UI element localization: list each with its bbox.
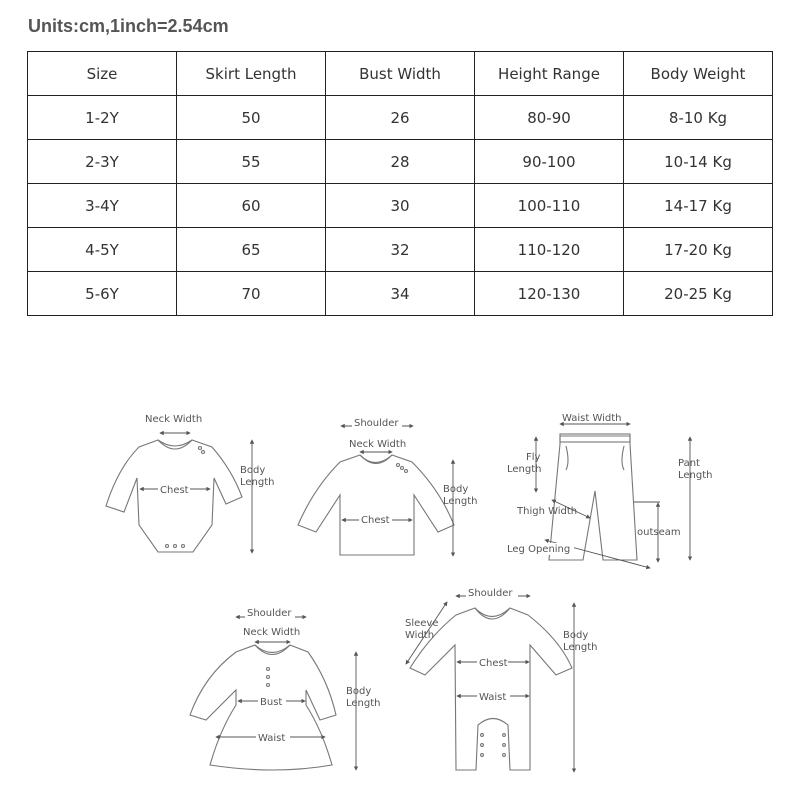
cell-size: 3-4Y [28,184,177,228]
top-outline [298,455,454,555]
dress-diagram [190,608,381,770]
label-neck-width: Neck Width [349,439,407,450]
header-size: Size [28,52,177,96]
cell-skirt-length: 50 [177,96,326,140]
label-waist: Waist [479,692,507,703]
bodysuit-collar [158,440,192,449]
cell-body-weight: 14-17 Kg [624,184,773,228]
measurement-diagrams [0,400,800,800]
label-sleeve-width-1: Sleeve [405,618,439,629]
size-chart-table [27,51,773,316]
cell-size: 5-6Y [28,272,177,316]
cell-body-weight: 10-14 Kg [624,140,773,184]
header-bust-width: Bust Width [326,52,475,96]
label-body-length-1: Body [443,484,469,495]
dress-collar [255,645,290,655]
cell-skirt-length: 65 [177,228,326,272]
cell-bust-width: 26 [326,96,475,140]
pants-outline [549,436,637,560]
label-chest: Chest [361,515,390,526]
cell-height-range: 120-130 [475,272,624,316]
table-row [28,184,773,228]
cell-body-weight: 8-10 Kg [624,96,773,140]
table-row [28,228,773,272]
cell-height-range: 90-100 [475,140,624,184]
label-fly-length-1: Fly [526,452,541,463]
cell-bust-width: 28 [326,140,475,184]
label-body-length-2: Length [443,496,478,507]
romper-collar [475,608,510,619]
label-sleeve-width-2: Width [405,630,435,641]
label-body-length-2: Length [346,698,381,709]
label-shoulder: Shoulder [354,418,399,429]
label-outseam: outseam [637,527,681,538]
units-note: Units:cm,1inch=2.54cm [28,16,229,36]
table-row [28,96,773,140]
label-pant-length-2: Length [678,470,713,481]
label-neck-width: Neck Width [145,414,203,425]
cell-skirt-length: 60 [177,184,326,228]
romper-outline [410,608,572,770]
label-body-length-1: Body [240,465,266,476]
cell-skirt-length: 70 [177,272,326,316]
header-body-weight: Body Weight [624,52,773,96]
label-waist: Waist [258,733,286,744]
label-body-length-1: Body [346,686,372,697]
label-shoulder: Shoulder [247,608,292,619]
cell-skirt-length: 55 [177,140,326,184]
label-fly-length-2: Length [507,464,542,475]
bodysuit-diagram [106,414,275,553]
romper-diagram [405,588,598,772]
pants-waistband [560,434,630,442]
pants-diagram [506,413,713,568]
cell-size: 2-3Y [28,140,177,184]
cell-bust-width: 30 [326,184,475,228]
label-pant-length-1: Pant [678,458,700,469]
cell-height-range: 100-110 [475,184,624,228]
cell-height-range: 110-120 [475,228,624,272]
cell-size: 4-5Y [28,228,177,272]
bodysuit-outline [106,440,242,552]
label-shoulder: Shoulder [468,588,513,599]
cell-size: 1-2Y [28,96,177,140]
label-body-length-1: Body [563,630,589,641]
label-thigh-width: Thigh Width [517,506,578,517]
cell-body-weight: 17-20 Kg [624,228,773,272]
label-body-length-2: Length [240,477,275,488]
top-diagram [298,418,478,556]
cell-height-range: 80-90 [475,96,624,140]
label-leg-opening: Leg Opening [507,544,571,555]
label-bust: Bust [260,697,283,708]
label-neck-width: Neck Width [243,627,301,638]
table-row [28,140,773,184]
cell-body-weight: 20-25 Kg [624,272,773,316]
cell-bust-width: 32 [326,228,475,272]
header-height-range: Height Range [475,52,624,96]
label-waist-width: Waist Width [562,413,622,424]
table-row [28,272,773,316]
label-body-length-2: Length [563,642,598,653]
label-chest: Chest [479,658,508,669]
cell-bust-width: 34 [326,272,475,316]
label-chest: Chest [160,485,189,496]
table-header-row [28,52,773,96]
header-skirt-length: Skirt Length [177,52,326,96]
